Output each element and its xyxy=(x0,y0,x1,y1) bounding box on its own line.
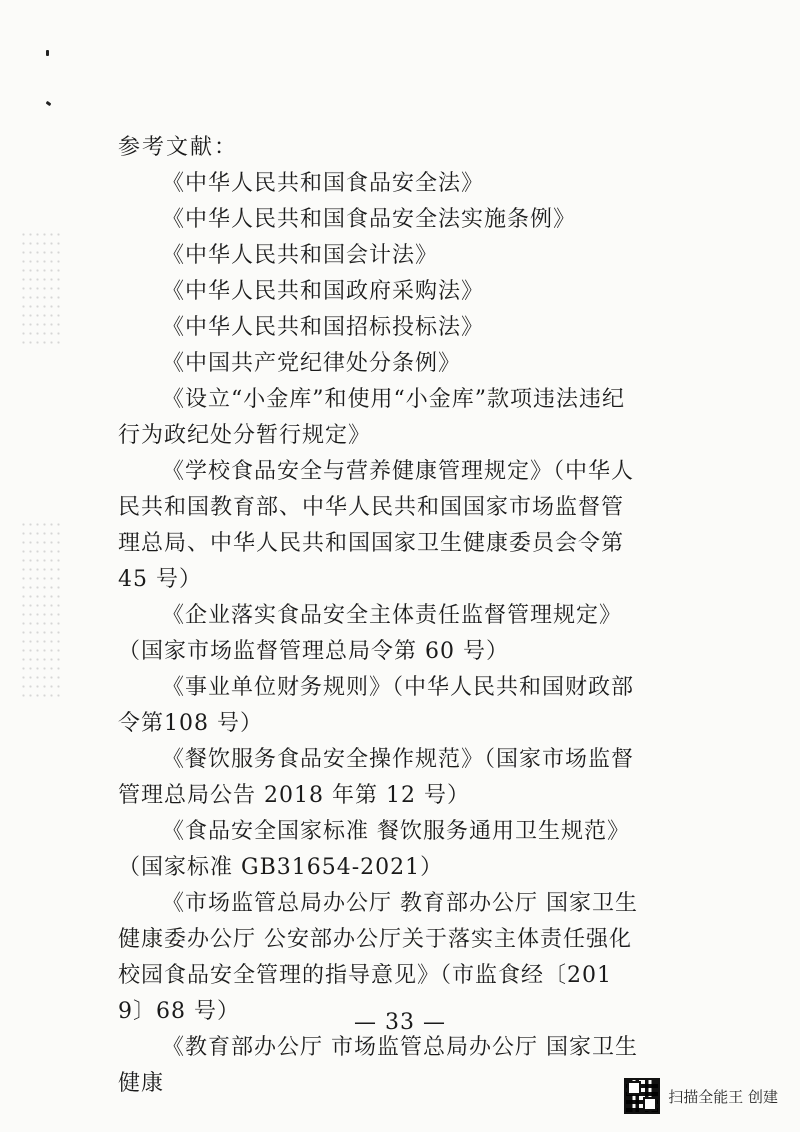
scan-speck xyxy=(46,101,52,106)
qr-code-icon xyxy=(624,1078,660,1114)
scan-margin-noise xyxy=(20,230,60,350)
reference-item: 《中华人民共和国食品安全法》 xyxy=(162,171,485,196)
reference-item: 《市场监管总局办公厅 教育部办公厅 国家卫生健康委办公厅 公安部办公厅关于落实主体责任强化校园食品安全管理的指导意见》（市监食经〔2019〕68 号） xyxy=(118,891,638,1024)
watermark-text: 扫描全能王 创建 xyxy=(668,1087,778,1106)
reference-item: 《学校食品安全与营养健康管理规定》（中华人民共和国教育部、中华人民共和国国家市场监督管理总局、中华人民共和国国家卫生健康委员会令第 45 号） xyxy=(118,459,635,592)
scan-speck xyxy=(46,50,49,56)
reference-item: 《设立“小金库”和使用“小金库”款项违法违纪行为政纪处分暂行规定》 xyxy=(118,387,625,448)
reference-item: 《中国共产党纪律处分条例》 xyxy=(162,351,462,376)
scan-margin-noise xyxy=(20,520,60,700)
references-list xyxy=(118,166,638,1102)
page-number: — 33 — xyxy=(354,1010,446,1035)
reference-item: 《食品安全国家标准 餐饮服务通用卫生规范》（国家标准 GB31654-2021） xyxy=(118,819,630,880)
reference-item: 《餐饮服务食品安全操作规范》（国家市场监督管理总局公告 2018 年第 12 号） xyxy=(118,747,635,808)
reference-item: 《教育部办公厅 市场监管总局办公厅 国家卫生健康 xyxy=(118,1035,638,1096)
reference-item: 《中华人民共和国食品安全法实施条例》 xyxy=(162,207,577,232)
references-heading: 参考文献： xyxy=(118,135,239,160)
reference-item: 《中华人民共和国政府采购法》 xyxy=(162,279,485,304)
reference-item: 《事业单位财务规则》（中华人民共和国财政部令第108 号） xyxy=(118,675,635,736)
reference-item: 《企业落实食品安全主体责任监督管理规定》（国家市场监督管理总局令第 60 号） xyxy=(118,603,623,664)
reference-item: 《中华人民共和国会计法》 xyxy=(162,243,439,268)
reference-item: 《中华人民共和国招标投标法》 xyxy=(162,315,485,340)
scanner-watermark xyxy=(624,1078,778,1114)
